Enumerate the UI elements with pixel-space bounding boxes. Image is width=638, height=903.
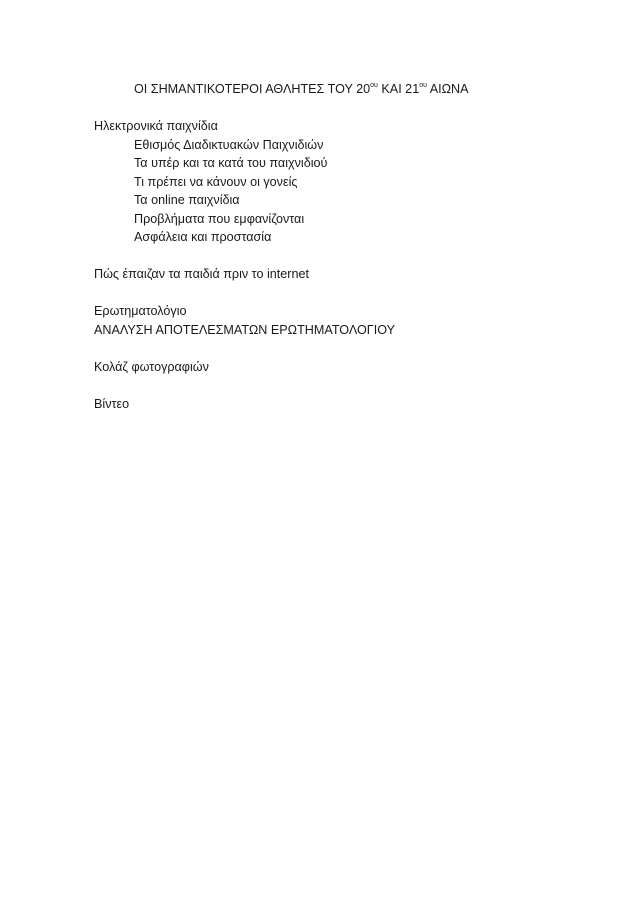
- list-item: Τα online παιχνίδια: [134, 193, 240, 207]
- spacer: [94, 376, 594, 395]
- spacer: [94, 247, 594, 266]
- title-text-3: ΑΙΩΝΑ: [426, 82, 469, 96]
- title-text-2: ΚΑΙ 21: [377, 82, 420, 96]
- title-superscript-1: ου: [370, 81, 378, 89]
- page-title: [94, 80, 594, 99]
- spacer: [94, 284, 594, 303]
- section-heading-questionnaire-analysis: ΑΝΑΛΥΣΗ ΑΠΟΤΕΛΕΣΜΑΤΩΝ ΕΡΩΤΗΜΑΤΟΛΟΓΙΟΥ: [94, 322, 396, 337]
- spacer: [94, 339, 594, 358]
- section-heading-before-internet: Πώς έπαιζαν τα παιδιά πριν το internet: [94, 267, 309, 281]
- title-superscript-2: ου: [419, 81, 427, 89]
- title-text-1: ΟΙ ΣΗΜΑΝΤΙΚΟΤΕΡΟΙ ΑΘΛΗΤΕΣ ΤΟΥ 20: [134, 82, 371, 96]
- section-heading-electronic-games: Ηλεκτρονικά παιχνίδια: [94, 119, 218, 133]
- document-content: [94, 80, 594, 413]
- list-item: Εθισμός Διαδικτυακών Παιχνιδιών: [134, 137, 324, 152]
- list-item: Ασφάλεια και προστασία: [134, 230, 272, 244]
- list-item: Τι πρέπει να κάνουν οι γονείς: [134, 174, 298, 189]
- list-item: Τα υπέρ και τα κατά του παιχνιδιού: [134, 156, 328, 170]
- spacer: [94, 99, 594, 118]
- section-heading-questionnaire: Ερωτηματολόγιο: [94, 304, 187, 318]
- section-heading-video: Βίντεο: [94, 396, 130, 411]
- section-heading-photo-collage: Κολάζ φωτογραφιών: [94, 359, 209, 374]
- list-item: Προβλήματα που εμφανίζονται: [134, 211, 305, 226]
